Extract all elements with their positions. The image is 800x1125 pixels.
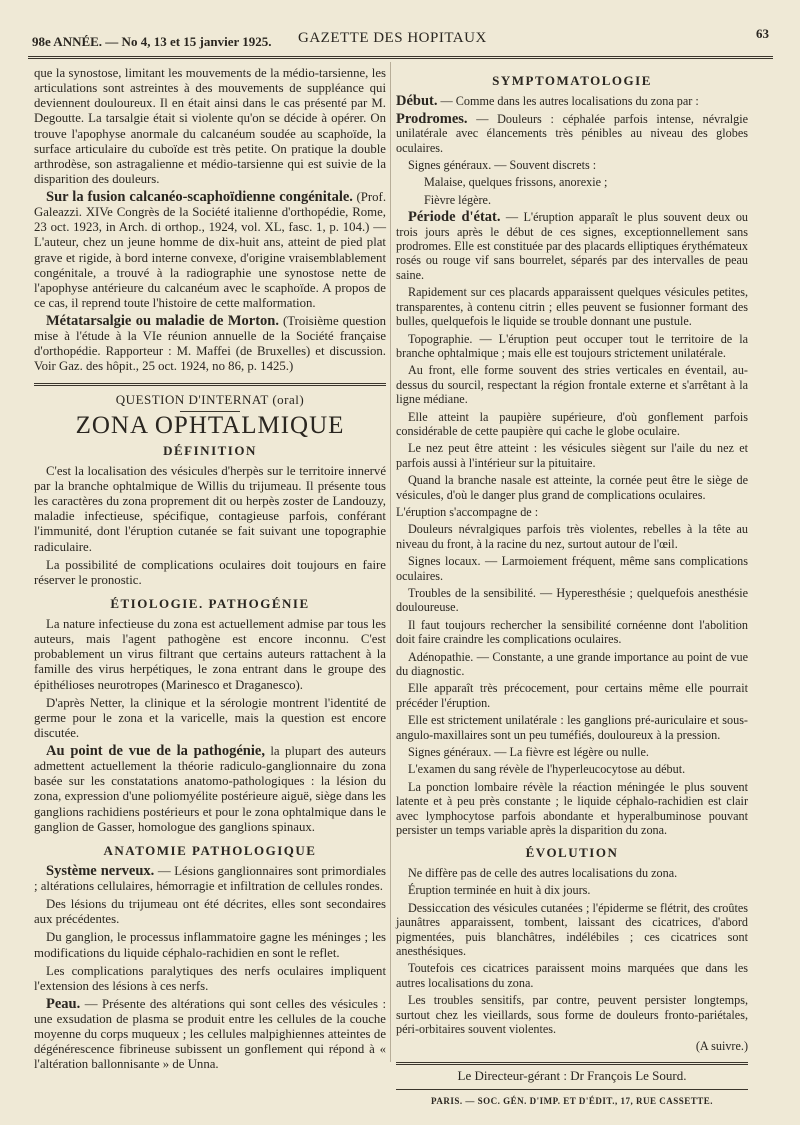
- systeme-keyword: Système nerveux.: [46, 862, 155, 879]
- morton-text: (Troisième question mise à l'étude à la VIe réunion annuelle de la Société française d'orthopédie. Rapporteur : M. Maffei (de Bruxelles) et discussion. Voir Gaz. des hôpit., 25 oct. 1924, no 86, p. 1425.): [34, 314, 386, 374]
- paragraph: Douleurs névralgiques parfois très violentes, rebelles à la tête au niveau du front, à la racine du nez, surtout autour de l'œil.: [396, 522, 748, 551]
- paragraph: Topographie. — L'éruption peut occuper tout le territoire de la branche ophtalmique ; mais elle est toujours strictement unilatérale.: [396, 331, 748, 360]
- paragraph: Elle apparaît très précocement, pour certains même elle pourrait précéder l'éruption.: [396, 681, 748, 710]
- paragraph: La possibilité de complications oculaires doit toujours en faire réserver le pronostic.: [34, 557, 386, 587]
- paragraph: Éruption terminée en huit à dix jours.: [408, 883, 591, 898]
- paragraph: Toutefois ces cicatrices paraissent moins marquées que dans les autres localisations du zona.: [396, 961, 748, 990]
- paragraph: [34, 744, 386, 835]
- list-item: Malaise, quelques frissons, anorexie ;: [424, 175, 608, 190]
- paragraph: Rapidement sur ces placards apparaissent quelques vésicules petites, transparentes, à contenu citrin ; elles peuvent se fusionner formant des bulles, quelquefois le liquide se trouble donnant une pustule.: [396, 285, 748, 329]
- peau-keyword: Peau.: [46, 995, 81, 1012]
- systeme-text: — Lésions ganglionnaires sont primordiales ; altérations cellulaires, hémorragie et infiltration de cellules rondes.: [34, 863, 387, 893]
- paragraph: D'après Netter, la clinique et la sérologie montrent l'identité de germe pour le zona et la varicelle, mais la question est encore discutée.: [34, 695, 386, 740]
- morton-title: Métatarsalgie ou maladie de Morton.: [46, 313, 279, 329]
- director-signature: Le Directeur-gérant : Dr François Le Sourd.: [396, 1062, 748, 1083]
- paragraph: Troubles de la sensibilité. — Hyperesthésie ; quelquefois anesthésie douloureuse.: [396, 586, 748, 615]
- page-number: 63: [756, 26, 769, 41]
- paragraph: que la synostose, limitant les mouvements de la médio-tarsienne, les articulations sont astreintes à des mouvements de suppléance qui deviennent douloureux. Il en était ainsi dans le cas présenté par M. Degoutte. La tarsalgie était si violente qu'on se décide à opérer. On trouve l'apophyse anormale du calcanéum soudée au scaphoïde, la surface articulaire du cuboïde est très petite. On pratique la double arthrodèse, son astragalienne et médio-tarsienne qui est suivie de la disparition des douleurs.: [34, 66, 386, 186]
- paragraph: [396, 210, 748, 282]
- printer-line: PARIS. — SOC. GÉN. D'IMP. ET D'ÉDIT., 17, RUE CASSETTE.: [396, 1089, 748, 1108]
- section-evolution: ÉVOLUTION: [525, 844, 619, 860]
- paragraph: Dessiccation des vésicules cutanées ; l'épiderme se flétrit, des croûtes jaunâtres apparaissent, tombent, laissant des cicatrices, d'abord pigmentées, puis blanchâtres, indélébiles ; ces cicatrices sont anesthésiques.: [396, 900, 748, 958]
- paragraph: L'éruption s'accompagne de :: [396, 504, 539, 519]
- periode-text: — L'éruption apparaît le plus souvent deux ou trois jours après le début de ces signes, exceptionnellement sans prodromes. Elle est constituée par des placards elliptiques érythémateux rosés ou rouge vif sans bourrelet, séparés par des intervalles de peau saine.: [396, 210, 749, 282]
- paragraph: [396, 112, 748, 155]
- right-column: [396, 66, 748, 1109]
- paragraph: [34, 314, 386, 375]
- debut-text: — Comme dans les autres localisations du zona par :: [440, 94, 699, 109]
- paragraph: Les complications paralytiques des nerfs oculaires impliquent l'extension des lésions à ces nerfs.: [34, 963, 386, 993]
- article-title: ZONA OPHTALMIQUE: [75, 411, 345, 439]
- journal-title: GAZETTE DES HOPITAUX: [298, 30, 487, 46]
- paragraph: Au front, elle forme souvent des stries verticales en éventail, au-dessus du sourcil, respectant la région frontale externe et s'arrêtant à la ligne médiane.: [396, 363, 748, 407]
- paragraph: [396, 94, 748, 108]
- paragraph: Signes locaux. — Larmoiement fréquent, même sans complications oculaires.: [396, 554, 748, 583]
- separator: [34, 383, 386, 386]
- list-item: Fièvre légère.: [424, 192, 491, 207]
- section-etiologie: ÉTIOLOGIE. PATHOGÉNIE: [110, 595, 310, 611]
- paragraph: Signes généraux. — Souvent discrets :: [408, 158, 597, 173]
- issue-info: 98e ANNÉE. — No 4, 13 et 15 janvier 1925.: [32, 34, 272, 49]
- question-header: QUESTION D'INTERNAT (oral): [115, 391, 305, 407]
- section-symptomatologie: SYMPTOMATOLOGIE: [492, 73, 652, 88]
- paragraph: Il faut toujours rechercher la sensibilité cornéenne dont l'abolition doit faire craindre les complications oculaires.: [396, 617, 748, 647]
- prodromes-text: — Douleurs : céphalée parfois intense, névralgie unilatérale avec élancements très pénibles au niveau des globes oculaires.: [396, 111, 748, 155]
- prodromes-keyword: Prodromes.: [396, 110, 468, 127]
- peau-text: — Présente des altérations qui sont celles des vésicules : une exsudation de plasma se produit entre les cellules de la couche moyenne du corps muqueux ; les cellules malpighiennes atteintes de dégénérescence fibrineuse subissent un gonflement qui répond à « l'altération ballonnisante » de Unna.: [34, 996, 386, 1072]
- periode-keyword: Période d'état.: [408, 209, 501, 226]
- paragraph: La nature infectieuse du zona est actuellement admise par tous les auteurs, mais l'agent pathogène est encore inconnu. C'est probablement un virus filtrant que certains auteurs rattachent à la famille des virus herpétiques, le zona entrant dans le groupe des épithélioses neurotropes (Marinesco et Draganesco).: [34, 617, 386, 692]
- paragraph: Adénopathie. — Constante, a une grande importance au point de vue du diagnostic.: [396, 649, 748, 679]
- paragraph: [34, 190, 386, 311]
- page-header: [28, 26, 773, 59]
- paragraph: La ponction lombaire révèle la réaction méningée le plus souvent latente et à peu près constante ; le liquide céphalo-rachidien est clair avec lymphocytose parfois abondante et hyperalbuminose pouvant persister un temps variable après la disparition du zona.: [396, 779, 748, 838]
- paragraph: Du ganglion, le processus inflammatoire gagne les méninges ; les modifications du liquide céphalo-rachidien en sont le reflet.: [34, 930, 386, 960]
- paragraph: L'examen du sang révèle de l'hyperleucocytose au début.: [408, 762, 686, 777]
- paragraph: Le nez peut être atteint : les vésicules siègent sur l'aile du nez et parfois aussi à l'intérieur sur la pituitaire.: [396, 441, 748, 470]
- paragraph: Ne diffère pas de celle des autres localisations du zona.: [408, 865, 678, 880]
- fusion-text: (Prof. Galeazzi. XIVe Congrès de la Société italienne d'orthopédie, Rome, 23 oct. 1923, in Arch. di orthop., 1924, vol. XL, fasc. 1, p. 104.) — L'auteur, chez un jeune homme de dix-huit ans, atteint de pied plat grave et rigide, à bord interne convexe, d'origine vraisemblablement congénitale, a trouvé à la radiographie une synostose nette de l'apophyse antérieure du calcanéum avec le scaphoïde. A propos de ce cas, il reprend toute l'histoire de cette malformation.: [34, 190, 387, 310]
- pathogenie-text: la plupart des auteurs admettent actuellement la théorie radiculo-ganglionnaire du zona basée sur les constatations anatomo-pathologiques : la lésion du zona, expression d'une poliomyélite postérieure aiguë, siège dans les ganglions rachidiens postérieurs et pour le zona ophtalmique dans le ganglion de Gasser, homologue des ganglions spinaux.: [34, 744, 386, 834]
- paragraph: Quand la branche nasale est atteinte, la cornée peut être le siège de vésicules, d'où le danger plus grand de complications oculaires.: [396, 473, 748, 502]
- paragraph: Elle atteint la paupière supérieure, d'où gonflement parfois considérable de cette paupière qui cache le globe oculaire.: [396, 409, 748, 438]
- column-divider: [390, 62, 391, 1062]
- left-column: [34, 66, 386, 1076]
- paragraph: [34, 864, 386, 894]
- section-anatomie: ANATOMIE PATHOLOGIQUE: [103, 842, 317, 858]
- paragraph: Signes généraux. — La fièvre est légère ou nulle.: [408, 745, 649, 760]
- paragraph: Elle est strictement unilatérale : les ganglions pré-auriculaire et sous-angulo-maxillaires sont un peu tuméfiés, douloureux à la pression.: [396, 713, 748, 742]
- pathogenie-keyword: Au point de vue de la pathogénie,: [46, 743, 265, 759]
- section-definition: DÉFINITION: [163, 442, 257, 458]
- fusion-title: Sur la fusion calcanéo-scaphoïdienne congénitale.: [46, 189, 353, 205]
- paragraph: Les troubles sensitifs, par contre, peuvent persister longtemps, surtout chez les vieillards, sous forme de douleurs fronto-pariétales, péri-orbitaires souvent violentes.: [396, 993, 748, 1036]
- debut-keyword: Début.: [396, 93, 438, 110]
- paragraph: [34, 997, 386, 1073]
- to-be-continued: (A suivre.): [695, 1039, 748, 1054]
- paragraph: C'est la localisation des vésicules d'herpès sur le territoire innervé par la branche ophtalmique de Willis du trijumeau. Il présente tous les caractères du zona proprement dit ou herpès zoster de Landouzy, maladie infectieuse, spécifique, contagieuse parfois, conférant l'immunité, dont l'éruption cutanée se fait suivant une topographie radiculaire.: [34, 463, 386, 554]
- paragraph: Des lésions du trijumeau ont été décrites, elles sont secondaires aux précédentes.: [34, 897, 386, 927]
